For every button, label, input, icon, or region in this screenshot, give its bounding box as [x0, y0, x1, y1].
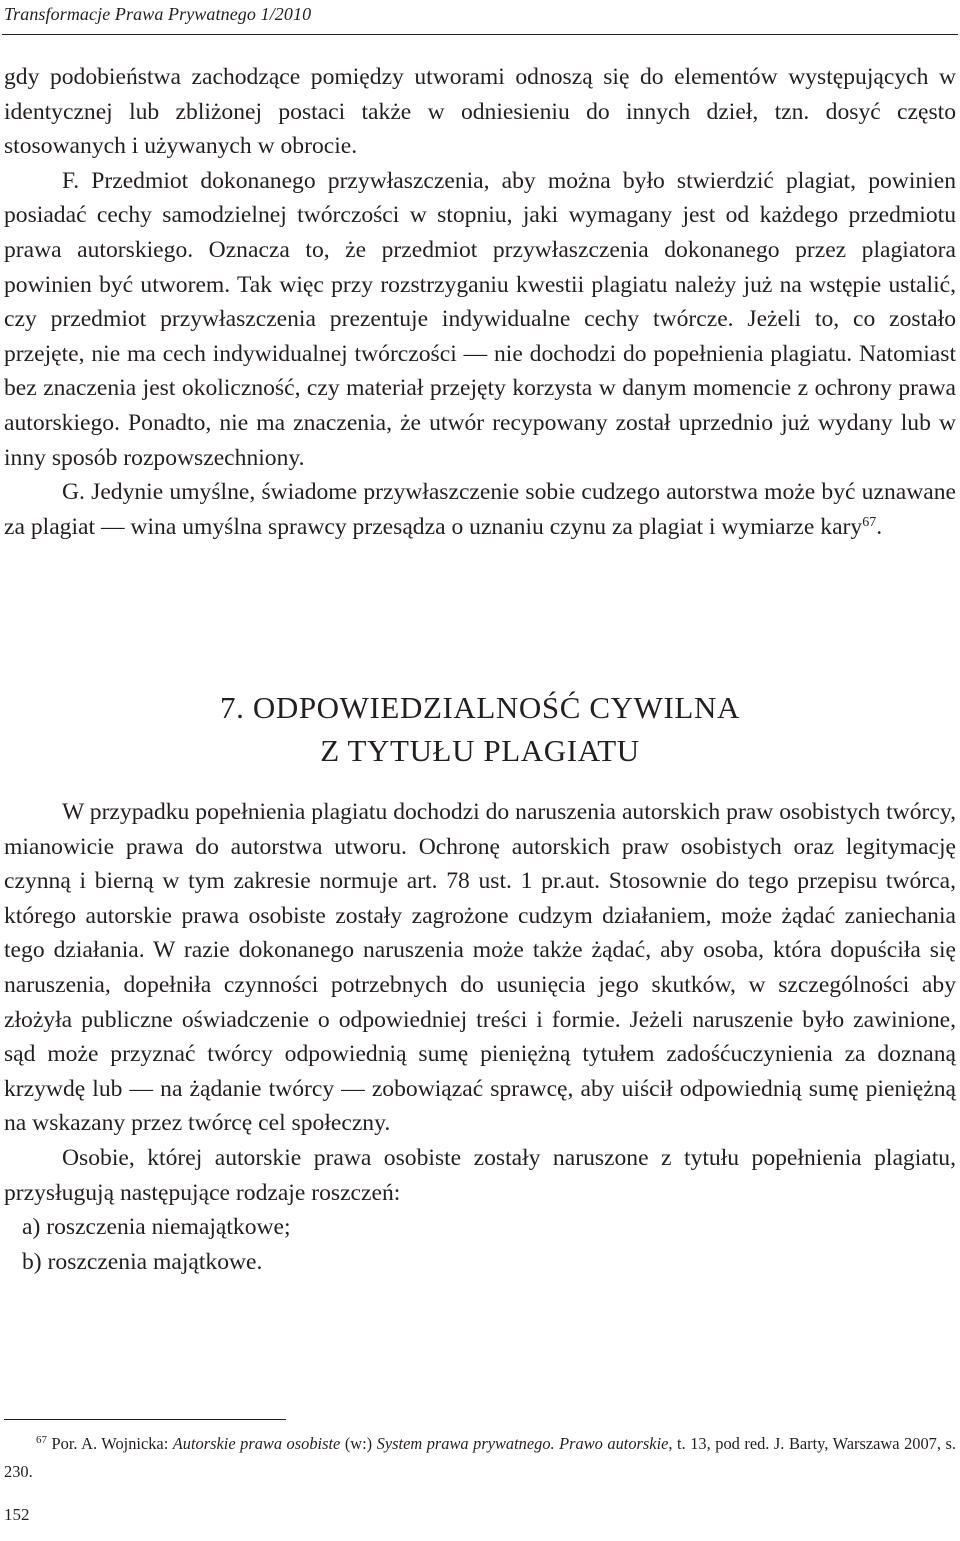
- footnote-text: , t. 13, pod red. J. Barty, Warszawa 2007, s. 230.: [4, 1434, 956, 1481]
- footnote-text: (w:): [340, 1434, 377, 1453]
- footnote: [4, 1430, 956, 1486]
- body-block-section-7: [4, 795, 956, 1279]
- footnote-source-italic: System prawa prywatnego. Prawo autorskie: [376, 1434, 669, 1453]
- list-item: a) roszczenia niemajątkowe;: [22, 1214, 291, 1241]
- paragraph-g-end: .: [876, 513, 883, 540]
- running-header: Transformacje Prawa Prywatnego 1/2010: [4, 4, 312, 24]
- paragraph-continuation: gdy podobieństwa zachodzące pomiędzy utworami odnoszą się do elementów występujących w identycznej lub zbliżonej postaci także w odniesieniu do innych dzieł, tzn. dosyć często stosowanych i używanych w obrocie.: [4, 64, 956, 160]
- section-heading-line-2: Z TYTUŁU PLAGIATU: [320, 733, 640, 768]
- section-heading-line-1: 7. ODPOWIEDZIALNOŚĆ CYWILNA: [220, 690, 740, 725]
- footnote-number: 67: [36, 1434, 47, 1446]
- paragraph-liability: W przypadku popełnienia plagiatu dochodzi do naruszenia autorskich praw osobistych twórcy, mianowicie prawa do autorstwa utworu. Ochronę autorskich praw osobistych oraz legitymację czynną i bierną w tym zakresie normuje art. 78 ust. 1 pr.aut. Stosownie do tego przepisu twórca, którego autorskie prawa osobiste zostały zagrożone cudzym działaniem, może żądać zaniechania tego działania. W razie dokonanego naruszenia może także żądać, aby osoba, która dopuściła się naruszenia, dopełniła czynności potrzebnych do usunięcia jego skutków, w szczególności aby złożyła publiczne oświadczenie o odpowiedniej treści i formie. Jeżeli naruszenie było zawinione, sąd może przyznać twórcy odpowiednią sumę pieniężną tytułem zadośćuczynienia za doznaną krzywdę lub — na żądanie twórcy — zobowiązać sprawcę, aby uiścił odpowiednią sumę pieniężną na wskazany przez twórcę cel społeczny.: [4, 799, 956, 1137]
- footnote-rule: [4, 1419, 286, 1420]
- header-rule: [2, 34, 958, 35]
- footnote-text: Por. A. Wojnicka:: [47, 1434, 173, 1453]
- page-number: 152: [4, 1505, 30, 1524]
- section-heading: [0, 686, 960, 772]
- paragraph-f: F. Przedmiot dokonanego przywłaszczenia, aby można było stwierdzić plagiat, powinien posiadać cechy samodzielnej twórczości w stopniu, jaki wymagany jest od każdego przedmiotu prawa autorskiego. Oznacza to, że przedmiot przywłaszczenia dokonanego przez plagiatora powinien być utworem. Tak więc przy rozstrzyganiu kwestii plagiatu należy już na wstępie ustalić, czy przedmiot przywłaszczenia prezentuje indywidualne cechy twórcze. Jeżeli to, co zostało przejęte, nie ma cech indywidualnej twórczości — nie dochodzi do popełnienia plagiatu. Natomiast bez znaczenia jest okoliczność, czy materiał przejęty korzysta w danym momencie z ochrony prawa autorskiego. Ponadto, nie ma znaczenia, że utwór recypowany został uprzednio już wydany lub w inny sposób rozpowszechniony.: [4, 167, 956, 471]
- list-item: b) roszczenia majątkowe.: [22, 1248, 263, 1275]
- paragraph-claims-intro: Osobie, której autorskie prawa osobiste zostały naruszone z tytułu popełnienia plagiatu, przysługują następujące rodzaje roszczeń:: [4, 1144, 956, 1206]
- footnote-title-italic: Autorskie prawa osobiste: [172, 1434, 341, 1453]
- body-block-before-section: [4, 60, 956, 544]
- paragraph-g: [4, 475, 956, 544]
- footnote-reference: 67: [862, 514, 877, 530]
- paragraph-g-text: G. Jedynie umyślne, świadome przywłaszczenie sobie cudzego autorstwa może być uznawane za plagiat — wina umyślna sprawcy przesądza o uznaniu czynu za plagiat i wymiarze kary: [4, 479, 956, 540]
